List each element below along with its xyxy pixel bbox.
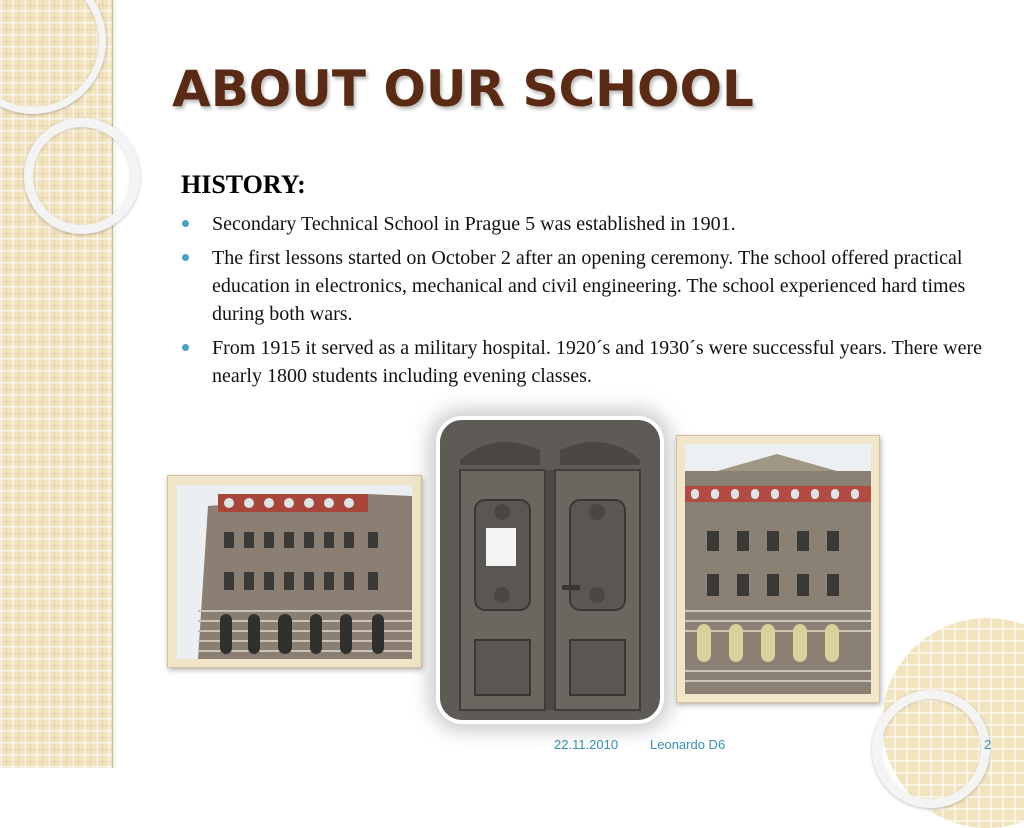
building-image bbox=[677, 436, 879, 702]
building-image bbox=[168, 476, 421, 667]
bullet-icon bbox=[182, 254, 189, 261]
section-heading: HISTORY: bbox=[181, 170, 306, 199]
school-door-photo bbox=[440, 420, 660, 720]
decorative-ring bbox=[872, 690, 990, 808]
bullet-text: Secondary Technical School in Prague 5 was established in 1901. bbox=[212, 213, 736, 235]
slide-title: ABOUT OUR SCHOOL bbox=[172, 60, 754, 118]
school-building-photo-right bbox=[676, 435, 880, 703]
decorative-side-strip bbox=[0, 0, 113, 768]
footer-date: 22.11.2010 bbox=[554, 737, 619, 752]
strip-shadow bbox=[112, 0, 118, 768]
bullet-list bbox=[181, 210, 991, 390]
bullet-icon bbox=[182, 344, 189, 351]
list-item bbox=[181, 210, 991, 238]
school-building-photo-left bbox=[167, 475, 422, 668]
list-item bbox=[181, 334, 991, 390]
bullet-text: The first lessons started on October 2 after an opening ceremony. The school offered practical education in electronics, mechanical and civil engineering. The school experienced hard times during both wars. bbox=[212, 247, 966, 325]
slide-body bbox=[181, 170, 991, 396]
footer-author: Leonardo D6 bbox=[650, 737, 726, 752]
page-number: 2 bbox=[984, 737, 992, 752]
bullet-text: From 1915 it served as a military hospital. 1920´s and 1930´s were successful years. There were nearly 1800 students including evening classes. bbox=[212, 337, 982, 387]
list-item bbox=[181, 244, 991, 328]
door-image bbox=[440, 420, 660, 720]
decorative-ring bbox=[24, 118, 140, 234]
bullet-icon bbox=[182, 220, 189, 227]
